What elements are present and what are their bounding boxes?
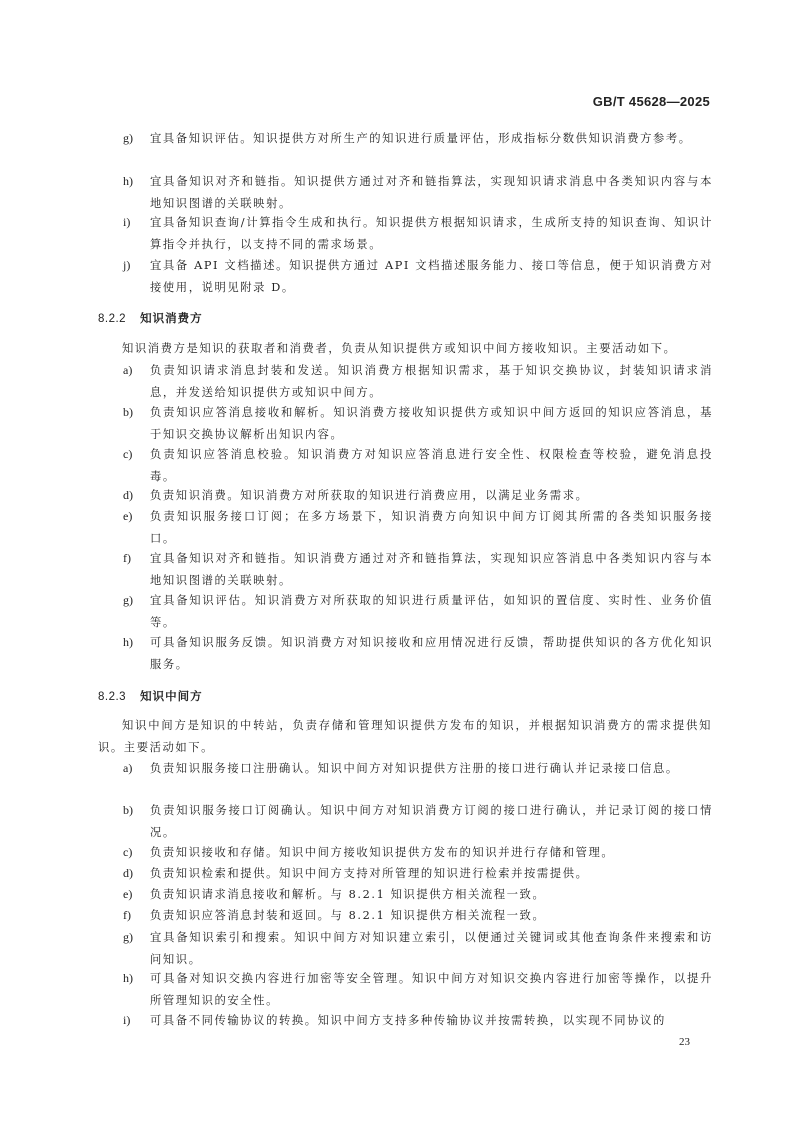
list-item <box>123 506 713 549</box>
list-item-text: 负责知识服务接口订阅确认。知识中间方对知识消费方订阅的接口进行确认，并记录订阅的接口情况。 <box>150 804 713 839</box>
list-item-text: 宜具备知识对齐和链指。知识提供方通过对齐和链指算法，实现知识请求消息中各类知识内容与本地知识图谱的关联映射。 <box>150 175 713 210</box>
section-title: 知识消费方 <box>140 311 203 325</box>
list-marker: h) <box>123 174 133 188</box>
list-item <box>123 905 713 927</box>
list-item-text: 宜具备知识评估。知识提供方对所生产的知识进行质量评估，形成指标分数供知识消费方参考。 <box>150 132 692 145</box>
section-intro: 知识中间方是知识的中转站，负责存储和管理知识提供方发布的知识，并根据知识消费方的需求提供知识。主要活动如下。 <box>98 719 712 754</box>
list-marker: d) <box>123 866 133 880</box>
list-item <box>123 548 713 591</box>
list-marker: b) <box>123 405 133 419</box>
list-item <box>123 1010 713 1032</box>
list-item <box>123 444 713 487</box>
list-item-text: 宜具备知识索引和搜索。知识中间方对知识建立索引，以便通过关键词或其他查询条件来搜索和访问知识。 <box>150 931 713 966</box>
list-marker: b) <box>123 803 133 817</box>
section-heading <box>98 688 203 704</box>
section-title: 知识中间方 <box>140 689 203 703</box>
list-marker: h) <box>123 971 133 985</box>
list-marker: j) <box>123 258 131 272</box>
list-marker: f) <box>123 551 131 565</box>
list-item <box>123 968 713 1011</box>
list-item <box>123 884 713 906</box>
list-item-text: 宜具备知识对齐和链指。知识消费方通过对齐和链指算法，实现知识应答消息中各类知识内容与本地知识图谱的关联映射。 <box>150 552 713 587</box>
list-item <box>123 800 713 843</box>
list-marker: i) <box>123 215 131 229</box>
list-item <box>123 758 713 780</box>
list-item-text: 可具备对知识交换内容进行加密等安全管理。知识中间方对知识交换内容进行加密等操作，以提升所管理知识的安全性。 <box>150 972 713 1007</box>
list-item-text: 宜具备知识评估。知识消费方对所获取的知识进行质量评估，如知识的置信度、实时性、业务价值等。 <box>150 594 713 629</box>
list-item <box>123 863 713 885</box>
list-marker: d) <box>123 488 133 502</box>
list-item <box>123 128 713 150</box>
list-marker: c) <box>123 845 133 859</box>
list-marker: g) <box>123 593 133 607</box>
list-item-text: 负责知识请求消息接收和解析。与 8.2.1 知识提供方相关流程一致。 <box>150 888 546 901</box>
list-marker: e) <box>123 887 133 901</box>
list-item-text: 宜具备 API 文档描述。知识提供方通过 API 文档描述服务能力、接口等信息，便于知识消费方对接使用，说明见附录 D。 <box>150 259 713 294</box>
list-item-text: 负责知识应答消息封装和返回。与 8.2.1 知识提供方相关流程一致。 <box>150 909 546 922</box>
section-number: 8.2.3 <box>98 691 127 703</box>
list-marker: h) <box>123 635 133 649</box>
list-item <box>123 842 713 864</box>
list-item <box>123 402 713 445</box>
list-item-text: 负责知识消费。知识消费方对所获取的知识进行消费应用，以满足业务需求。 <box>150 489 589 502</box>
list-marker: a) <box>123 363 133 377</box>
list-item-text: 负责知识应答消息校验。知识消费方对知识应答消息进行安全性、权限检查等校验，避免消息投毒。 <box>150 448 713 483</box>
list-item <box>123 255 713 298</box>
list-marker: f) <box>123 908 131 922</box>
section-intro: 知识消费方是知识的获取者和消费者，负责从知识提供方或知识中间方接收知识。主要活动如下。 <box>122 342 677 355</box>
list-marker: g) <box>123 131 133 145</box>
list-item <box>123 360 713 403</box>
section-number: 8.2.2 <box>98 313 127 325</box>
list-item <box>123 212 713 255</box>
list-item <box>123 485 713 507</box>
list-item-text: 负责知识服务接口订阅；在多方场景下，知识消费方向知识中间方订阅其所需的各类知识服务接口。 <box>150 510 713 545</box>
list-marker: i) <box>123 1013 131 1027</box>
section-heading <box>98 310 203 326</box>
list-item <box>123 590 713 633</box>
list-item-text: 负责知识检索和提供。知识中间方支持对所管理的知识进行检索并按需提供。 <box>150 867 589 880</box>
list-item-text: 宜具备知识查询/计算指令生成和执行。知识提供方根据知识请求，生成所支持的知识查询、知识计算指令并执行，以支持不同的需求场景。 <box>150 216 713 251</box>
list-item-text: 负责知识服务接口注册确认。知识中间方对知识提供方注册的接口进行确认并记录接口信息。 <box>150 762 679 775</box>
list-item <box>123 927 713 970</box>
list-marker: e) <box>123 509 133 523</box>
list-marker: g) <box>123 930 133 944</box>
list-item-text: 负责知识应答消息接收和解析。知识消费方接收知识提供方或知识中间方返回的知识应答消息，基于知识交换协议解析出知识内容。 <box>150 406 713 441</box>
list-marker: a) <box>123 761 133 775</box>
list-item <box>123 632 713 675</box>
standard-code: GB/T 45628—2025 <box>592 94 710 109</box>
page-number: 23 <box>679 1036 690 1048</box>
list-item-text: 负责知识接收和存储。知识中间方接收知识提供方发布的知识并进行存储和管理。 <box>150 846 615 859</box>
list-item <box>123 171 713 214</box>
list-item-text: 可具备知识服务反馈。知识消费方对知识接收和应用情况进行反馈，帮助提供知识的各方优化知识服务。 <box>150 636 713 671</box>
list-item-text: 负责知识请求消息封装和发送。知识消费方根据知识需求，基于知识交换协议，封装知识请求消息，并发送给知识提供方或知识中间方。 <box>150 364 713 399</box>
list-marker: c) <box>123 447 133 461</box>
list-item-text: 可具备不同传输协议的转换。知识中间方支持多种传输协议并按需转换，以实现不同协议的 <box>150 1014 666 1027</box>
